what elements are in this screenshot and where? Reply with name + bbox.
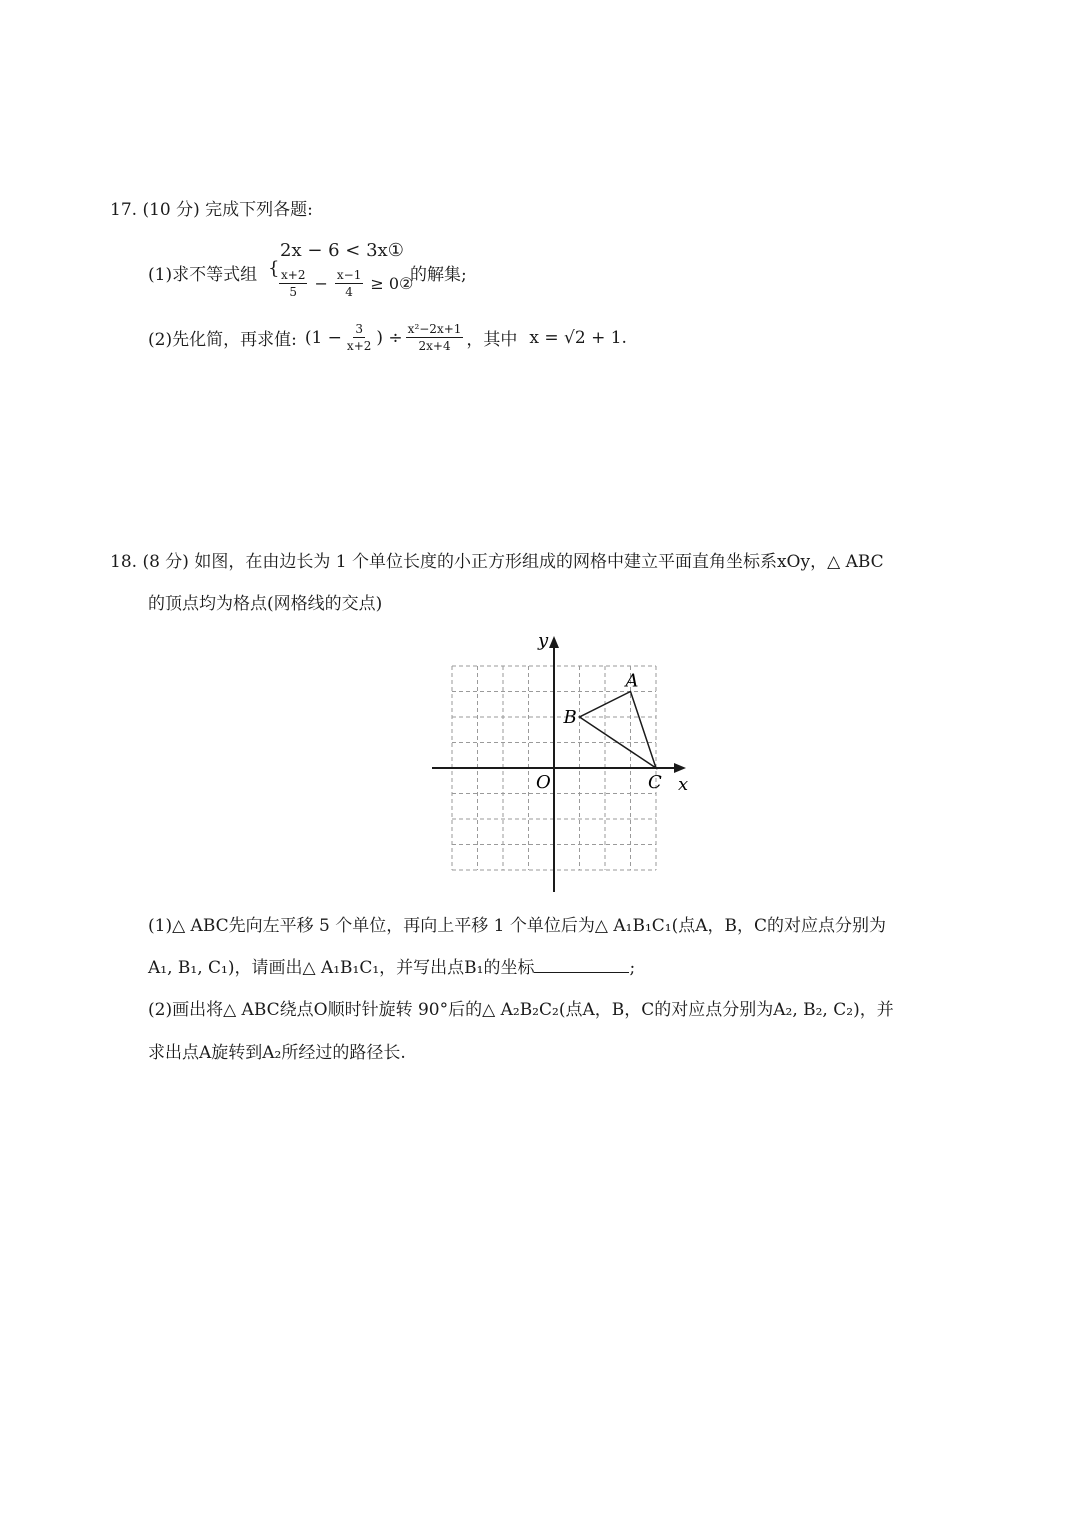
triangle-abc (580, 692, 657, 769)
q17-part2 (148, 322, 627, 353)
q17-part2-prefix: (2)先化简，再求值: (148, 330, 297, 350)
ineq2-frac1-num: x+2 (281, 268, 306, 282)
ineq2-frac1-den: 5 (289, 285, 298, 299)
q17-part2-frac1-den: x+2 (346, 339, 372, 353)
q17-header (110, 195, 313, 220)
q17-ineq1: 2x − 6 < 3x① (280, 240, 404, 261)
q17-part2-where: ，其中 (466, 330, 518, 350)
q17-part2-value: x = √2 + 1. (529, 327, 627, 348)
y-axis-arrow (549, 636, 559, 648)
q18-line2: 的顶点均为格点(网格线的交点) (148, 594, 383, 614)
q18-part1-line2 (148, 953, 635, 978)
point-a-label: A (625, 670, 639, 692)
ineq2-frac2-num: x−1 (336, 268, 362, 282)
q17-part2-open: (1 − (304, 327, 342, 348)
q17-part2-frac2-num: x²−2x+1 (407, 322, 462, 336)
q17-points: (10 分) (142, 200, 200, 220)
origin-label: O (536, 772, 551, 793)
q17-part2-close-div: ) ÷ (376, 327, 403, 348)
ineq2-frac1 (279, 268, 307, 299)
ineq2-frac2 (335, 268, 363, 299)
q17-part1-suffix: 的解集; (410, 265, 467, 285)
axes (432, 636, 689, 892)
q18-number: 18. (110, 552, 138, 572)
q18-part1-line2-end: ; (629, 958, 636, 978)
q18-points: (8 分) (142, 552, 189, 572)
q17-ineq2 (276, 268, 413, 299)
ineq2-rest: ≥ 0② (370, 274, 414, 293)
answer-blank[interactable] (534, 956, 629, 973)
q17-instruction: 完成下列各题: (205, 200, 313, 220)
coordinate-grid-figure (420, 620, 700, 900)
axis-x-label: x (678, 774, 689, 795)
q17-part2-frac1-num: 3 (355, 322, 363, 336)
x-axis-arrow (674, 763, 686, 773)
q18-line1 (110, 547, 884, 572)
point-c-label: C (648, 772, 662, 793)
axis-y-label: y (538, 630, 549, 651)
q18-intro: 如图，在由边长为 1 个单位长度的小正方形组成的网格中建立平面直角坐标系xOy，△ ABC (194, 552, 884, 572)
q17-number: 17. (110, 200, 138, 220)
q17-part2-frac2-den: 2x+4 (418, 339, 451, 353)
point-b-label: B (563, 707, 577, 728)
q17-part2-frac2 (406, 322, 464, 353)
q18-part1-line1: (1)△ ABC先向左平移 5 个单位，再向上平移 1 个单位后为△ A₁B₁C₁(点A，B，C的对应点分别为 (148, 916, 887, 936)
ineq2-minus: − (314, 274, 328, 293)
ineq2-frac2-den: 4 (345, 285, 353, 299)
q18-part1-line2-text: A₁, B₁, C₁)，请画出△ A₁B₁C₁，并写出点B₁的坐标 (148, 958, 535, 978)
q17-brace: { (268, 258, 280, 279)
q17-part1-prefix: (1)求不等式组 (148, 265, 258, 285)
q17-part2-frac1 (345, 322, 373, 353)
q18-part2-line1: (2)画出将△ ABC绕点O顺时针旋转 90°后的△ A₂B₂C₂(点A，B，C的对应点分别为A₂, B₂, C₂)，并 (148, 1000, 894, 1020)
q18-part2-line2: 求出点A旋转到A₂所经过的路径长. (148, 1043, 406, 1063)
